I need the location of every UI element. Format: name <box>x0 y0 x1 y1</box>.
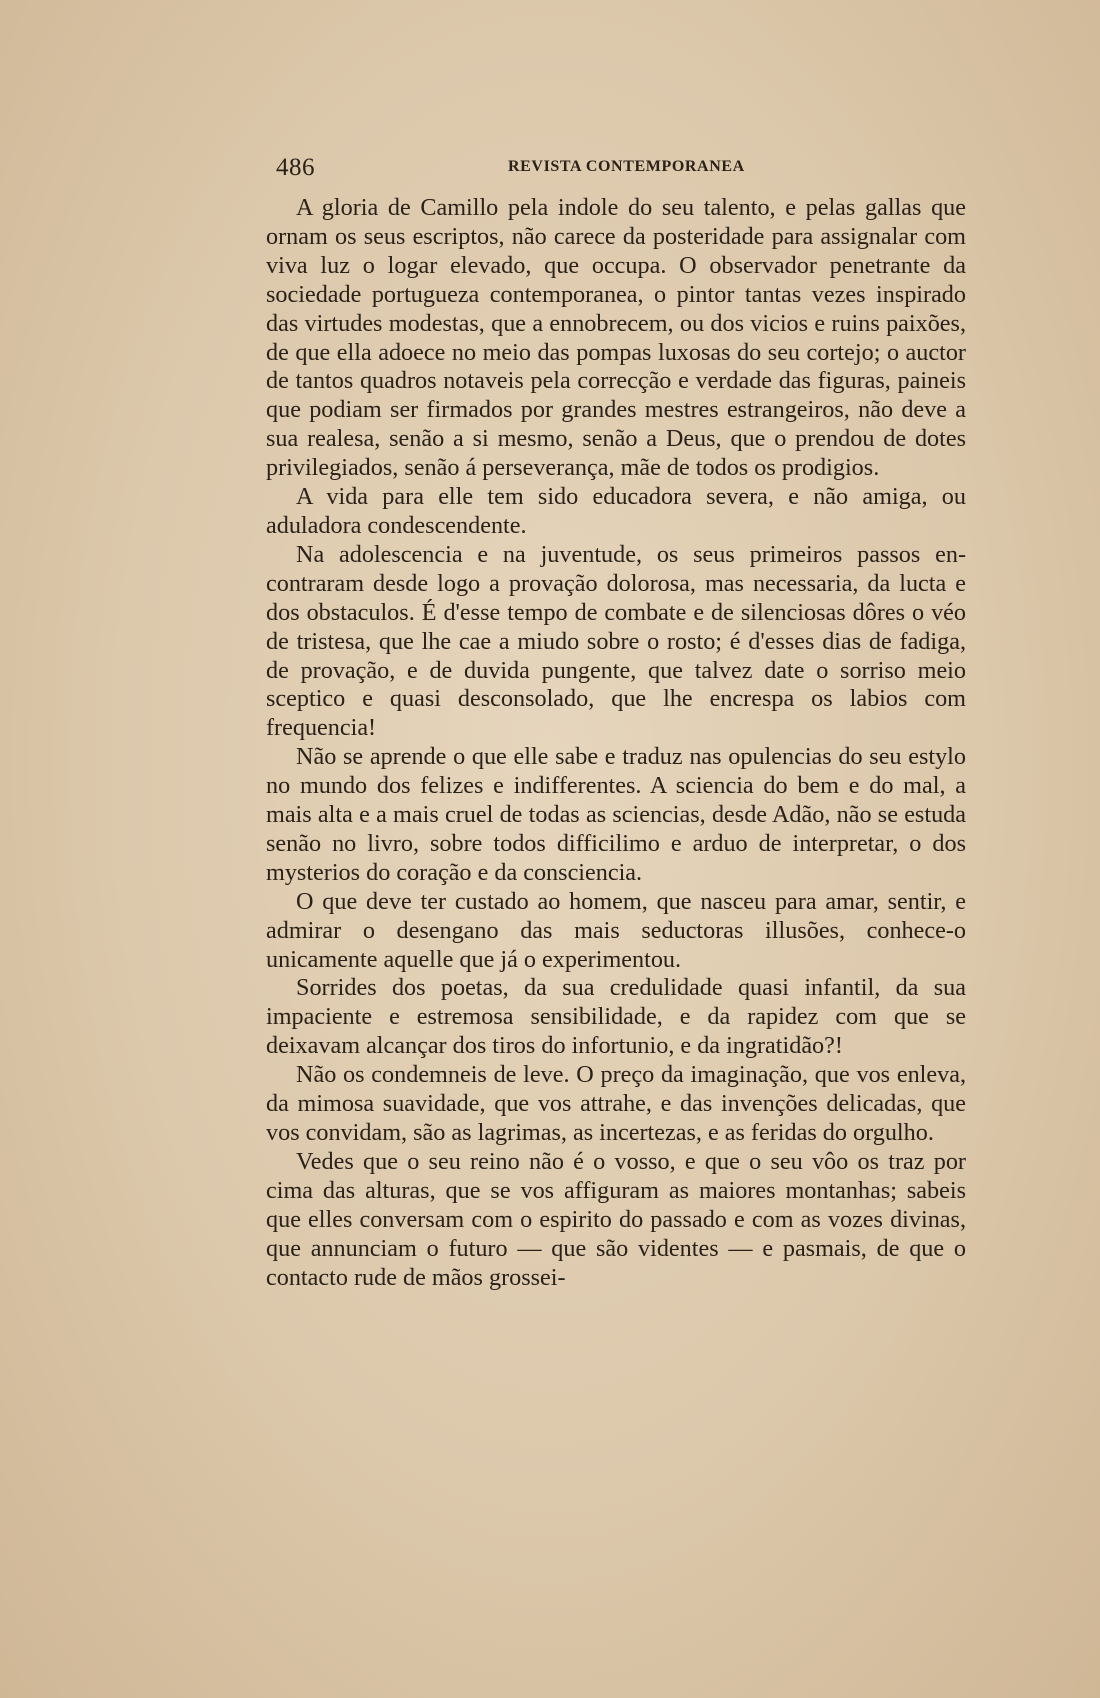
paragraph: Não se aprende o que elle sabe e traduz nas opulencias do seu estylo no mundo dos felizes e indifferentes. A sciencia do bem e do mal, a mais alta e a mais cruel de todas as sciencias, desde Adão, não se estuda senão no livro, sobre todos difficilimo e arduo de interpretar, o dos mysterios do coração e da consciencia. <box>266 743 966 886</box>
paragraph: A vida para elle tem sido educadora severa, e não amiga, ou aduladora condescendente. <box>266 483 966 539</box>
paragraph: Não os condemneis de leve. O preço da imaginação, que vos enleva, da mimosa suavidade, que vos attrahe, e das invenções delicadas, que vos convidam, são as lagrimas, as incertezas, e as feridas do orgulho. <box>266 1061 966 1146</box>
paragraph: Sorrides dos poetas, da sua credulidade quasi infantil, da sua impaciente e estremosa sensibilidade, e da rapidez com que se deixavam alcançar dos tiros do infortunio, e da ingratidão?! <box>266 974 966 1060</box>
page-number: 486 <box>276 154 315 181</box>
running-title: REVISTA CONTEMPORANEA <box>508 158 745 175</box>
body-text <box>266 194 966 1292</box>
paragraph: A gloria de Camillo pela indole do seu talento, e pelas gallas que ornam os seus escriptos, não carece da posteridade para assignalar com viva luz o logar elevado, que occupa. O observador penetrante da sociedade portugueza contemporanea, o pintor tantas vezes inspirado das virtudes modestas, que a ennobrecem, ou dos vicios e ruins paixões, de que ella adoece no meio das pompas luxosas do seu cortejo; o auctor de tantos quadros notaveis pela correcção e verdade das figuras, paineis que podiam ser firmados por grandes mestres estrangeiros, não deve a sua realesa, senão a si mesmo, senão a Deus, que o prendou de dotes privilegiados, senão á perseverança, mãe de todos os prodigios. <box>266 194 966 482</box>
page-header <box>276 154 956 182</box>
paragraph: Na adolescencia e na juventude, os seus primeiros passos encontraram desde logo a provação dolorosa, mas necessaria, da lucta e dos obstaculos. É d'esse tempo de combate e de silenciosas dôres o véo de tristesa, que lhe cae a miudo sobre o rosto; é d'esses dias de fadiga, de provação, e de duvida pungente, que talvez date o sorriso meio sceptico e quasi desconsolado, que lhe encrespa os labios com frequencia! <box>266 540 966 742</box>
paragraph: Vedes que o seu reino não é o vosso, e que o seu vôo os traz por cima das alturas, que se vos affiguram as maiores montanhas; sabeis que elles conversam com o espirito do passado e com as vozes divinas, que annunciam o futuro — que são videntes — e pasmais, de que o contacto rude de mãos grossei- <box>266 1147 966 1291</box>
paragraph: O que deve ter custado ao homem, que nasceu para amar, sentir, e admirar o desengano das mais seductoras illusões, conhece-o unicamente aquelle que já o experimentou. <box>266 887 966 973</box>
